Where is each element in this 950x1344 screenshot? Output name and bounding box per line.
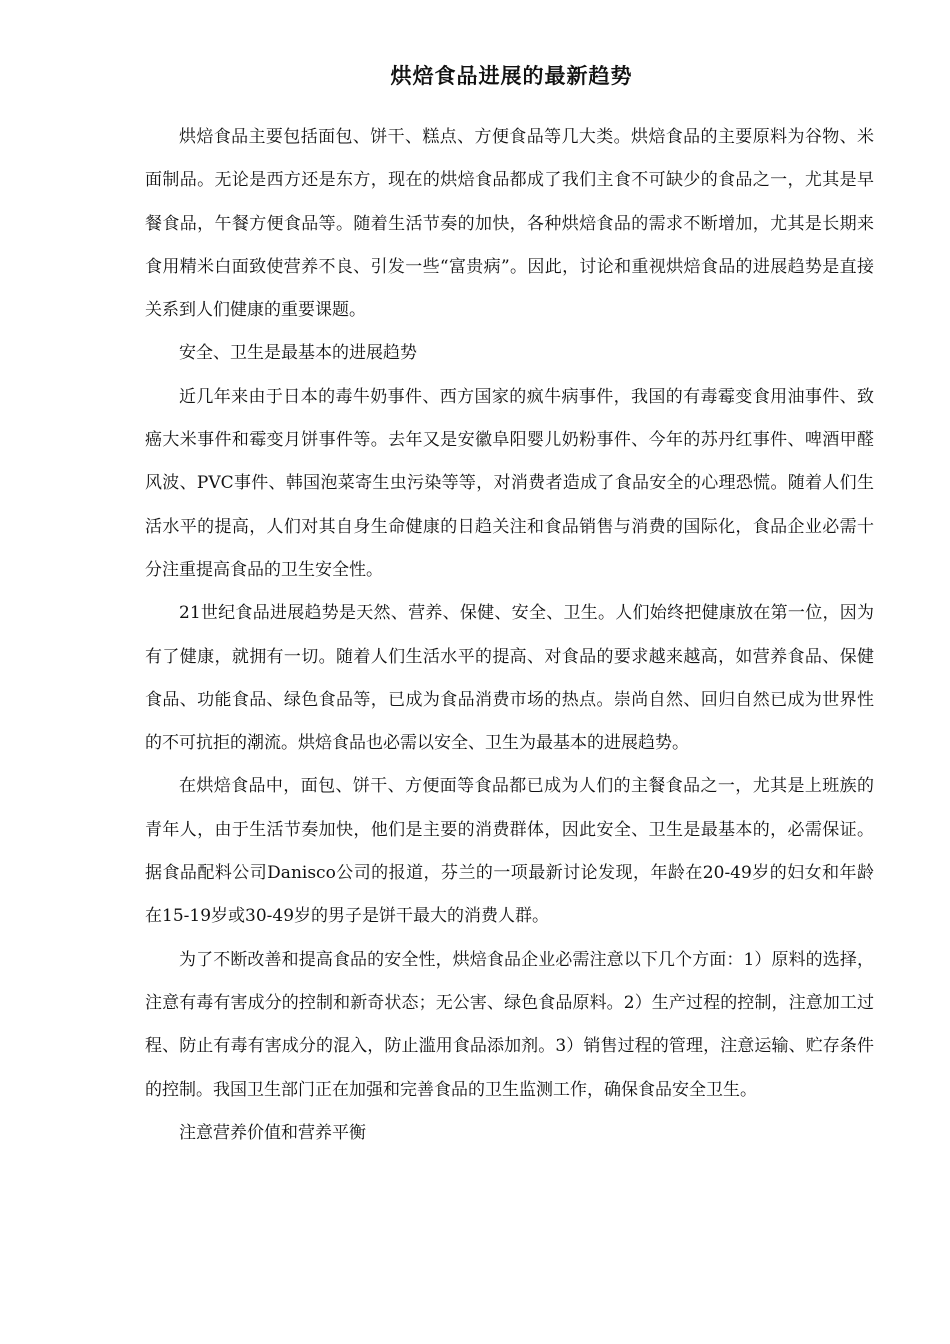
- section-heading-safety: 安全、卫生是最基本的进展趋势: [179, 343, 417, 364]
- document-title: 烘焙食品进展的最新趋势: [390, 64, 633, 88]
- paragraph-consumer-groups: 在烘焙食品中，面包、饼干、方便面等食品都已成为人们的主餐食品之一，尤其是上班族的青年人，由于生活节奏加快，他们是主要的消费群体，因此安全、卫生是最基本的，必需保证。据食品配料公司Danisco公司的报道，芬兰的一项最新讨论发现，年龄在20-49岁的妇女和年龄在15-19岁或30-49岁的男子是饼干最大的消费人群。: [145, 776, 874, 927]
- section-heading-nutrition: 注意营养价值和营养平衡: [179, 1122, 366, 1143]
- paragraph-21st-century-trends: 21世纪食品进展趋势是天然、营养、保健、安全、卫生。人们始终把健康放在第一位，因为有了健康，就拥有一切。随着人们生活水平的提高、对食品的要求越来越高，如营养食品、保健食品、功能食品、绿色食品等，已成为食品消费市场的热点。崇尚自然、回归自然已成为世界性的不可抗拒的潮流。烘焙食品也必需以安全、卫生为最基本的进展趋势。: [145, 603, 874, 754]
- paragraph-safety-measures: 为了不断改善和提高食品的安全性，烘焙食品企业必需注意以下几个方面：1）原料的选择，注意有毒有害成分的控制和新奇状态；无公害、绿色食品原料。2）生产过程的控制，注意加工过程、防止有毒有害成分的混入，防止滥用食品添加剂。3）销售过程的管理，注意运输、贮存条件的控制。我国卫生部门正在加强和完善食品的卫生监测工作，确保食品安全卫生。: [145, 949, 874, 1100]
- paragraph-food-incidents: 近几年来由于日本的毒牛奶事件、西方国家的疯牛病事件，我国的有毒霉变食用油事件、致癌大米事件和霉变月饼事件等。去年又是安徽阜阳婴儿奶粉事件、今年的苏丹红事件、啤酒甲醛风波、PVC事件、韩国泡菜寄生虫污染等等，对消费者造成了食品安全的心理恐慌。随着人们生活水平的提高，人们对其自身生命健康的日趋关注和食品销售与消费的国际化，食品企业必需十分注重提高食品的卫生安全性。: [145, 386, 874, 580]
- paragraph-intro: 烘焙食品主要包括面包、饼干、糕点、方便食品等几大类。烘焙食品的主要原料为谷物、米面制品。无论是西方还是东方，现在的烘焙食品都成了我们主食不可缺少的食品之一，尤其是早餐食品，午餐方便食品等。随着生活节奏的加快，各种烘焙食品的需求不断增加，尤其是长期来食用精米白面致使营养不良、引发一些“富贵病”。因此，讨论和重视烘焙食品的进展趋势是直接关系到人们健康的重要课题。: [145, 127, 874, 321]
- document-body: [145, 116, 874, 1155]
